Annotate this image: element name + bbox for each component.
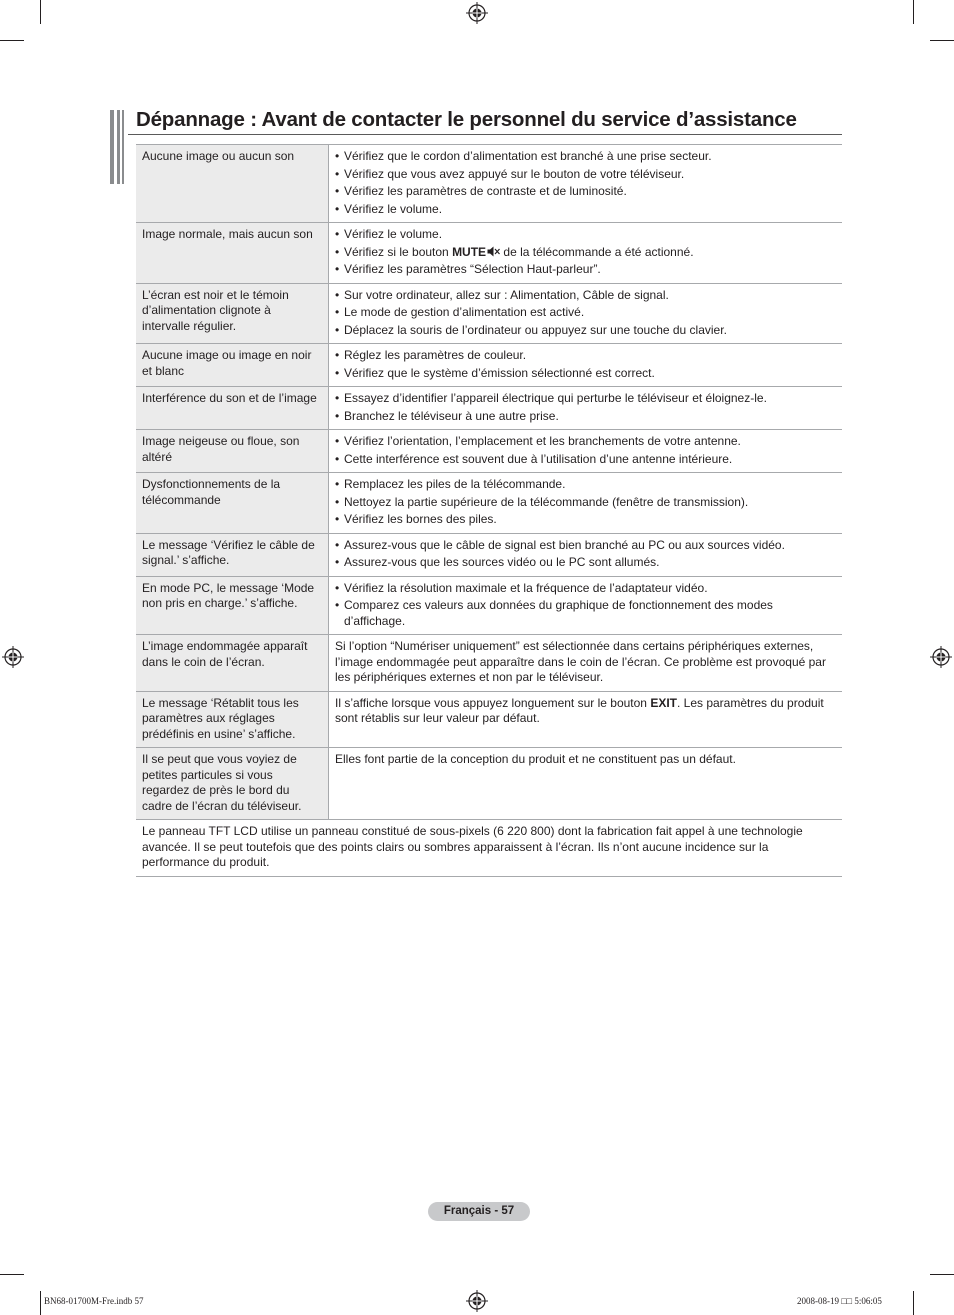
solution-item: • Réglez les paramètres de couleur. (335, 348, 836, 364)
solution-item: • Vérifiez les paramètres “Sélection Haut-parleur”. (335, 262, 836, 278)
solution-cell (329, 430, 843, 473)
table-row (136, 748, 842, 820)
footer-file-info: BN68-01700M-Fre.indb 57 (44, 1296, 144, 1306)
speaker-mute-icon (487, 246, 500, 257)
solution-cell: Si l’option “Numériser uniquement” est sélectionnée dans certains périphériques externes, l’image endommagée peut apparaître dans le coin de l’écran. Ce problème est provoqué par les périphériques externes et non par le téléviseur. (329, 635, 843, 692)
solution-item: • Déplacez la souris de l’ordinateur ou appuyez sur une touche du clavier. (335, 323, 836, 339)
problem-cell: Le message ‘Rétablit tous les paramètres aux réglages prédéfinis en usine’ s’affiche. (136, 691, 329, 748)
footer-timestamp: 2008-08-19 □□ 5:06:05 (797, 1296, 882, 1306)
crop-mark-top-left-h (0, 40, 24, 41)
crop-mark-bottom-left-h (0, 1274, 24, 1275)
solution-text: . Les paramètres du produit sont rétablis sur leur valeur par défaut. (335, 695, 824, 725)
problem-cell: Le message ‘Vérifiez le câble de signal.’ s’affiche. (136, 533, 329, 576)
solution-item: • Vérifiez les bornes des piles. (335, 512, 836, 528)
solution-cell (329, 576, 843, 635)
solution-item: • Vérifiez que vous avez appuyé sur le bouton de votre téléviseur. (335, 167, 836, 183)
solution-cell (329, 473, 843, 534)
note-cell: Le panneau TFT LCD utilise un panneau constitué de sous-pixels (6 220 800) dont la fabrication fait appel à une technologie avancée. Il se peut toutefois que des points clairs ou sombres apparaissent à l’écran. Ils n’ont aucune incidence sur la performance du produit. (136, 820, 842, 877)
problem-cell: L’image endommagée apparaît dans le coin de l’écran. (136, 635, 329, 692)
problem-cell: Il se peut que vous voyiez de petites particules si vous regardez de près le bord du cadre de l’écran du téléviseur. (136, 748, 329, 820)
crop-mark-top-right-h (930, 40, 954, 41)
crop-mark-top-right-v (913, 0, 914, 24)
table-row (136, 473, 842, 534)
table-row (136, 635, 842, 692)
solution-cell (329, 283, 843, 344)
table-row (136, 691, 842, 748)
crop-mark-top-left-v (40, 0, 41, 24)
solution-item: • Essayez d’identifier l’appareil électrique qui perturbe le téléviseur et éloignez-le. (335, 391, 836, 407)
solution-cell (329, 533, 843, 576)
solution-cell (329, 145, 843, 223)
problem-cell: Image normale, mais aucun son (136, 223, 329, 284)
solution-item: • Vérifiez que le système d’émission sélectionné est correct. (335, 366, 836, 382)
solution-text: Il s’affiche lorsque vous appuyez longuement sur le bouton (335, 695, 651, 710)
registration-mark-right-icon (930, 646, 952, 668)
registration-mark-left-icon (2, 646, 24, 668)
problem-cell: Interférence du son et de l’image (136, 387, 329, 430)
registration-mark-top-icon (466, 2, 488, 24)
solution-text: Vérifiez si le bouton (344, 244, 453, 259)
solution-item: • Comparez ces valeurs aux données du graphique de fonctionnement des modes d’affichage. (335, 598, 836, 629)
solution-item: • Nettoyez la partie supérieure de la télécommande (fenêtre de transmission). (335, 495, 836, 511)
solution-item: • Sur votre ordinateur, allez sur : Alimentation, Câble de signal. (335, 288, 836, 304)
solution-item: • Assurez-vous que le câble de signal est bien branché au PC ou aux sources vidéo. (335, 538, 836, 554)
table-row (136, 145, 842, 223)
registration-mark-bottom-icon (466, 1290, 488, 1312)
solution-cell (329, 223, 843, 284)
page-title: Dépannage : Avant de contacter le personnel du service d’assistance (136, 108, 797, 131)
solution-item: • Remplacez les piles de la télécommande. (335, 477, 836, 493)
solution-item: • Vérifiez le volume. (335, 202, 836, 218)
solution-cell: Elles font partie de la conception du produit et ne constituent pas un défaut. (329, 748, 843, 820)
problem-cell: Image neigeuse ou floue, son altéré (136, 430, 329, 473)
problem-cell: Aucune image ou aucun son (136, 145, 329, 223)
table-row (136, 283, 842, 344)
problem-cell: Dysfonctionnements de la télécommande (136, 473, 329, 534)
solution-item: • Le mode de gestion d’alimentation est activé. (335, 305, 836, 321)
table-row (136, 387, 842, 430)
solution-cell (329, 344, 843, 387)
table-row (136, 533, 842, 576)
table-row (136, 430, 842, 473)
crop-mark-bottom-right-h (930, 1274, 954, 1275)
solution-item: • Assurez-vous que les sources vidéo ou le PC sont allumés. (335, 555, 836, 571)
page-number-badge: Français - 57 (428, 1202, 530, 1221)
table-row (136, 576, 842, 635)
title-rule (128, 134, 842, 135)
table-row (136, 344, 842, 387)
exit-label: EXIT (650, 695, 677, 710)
solution-item: • Vérifiez la résolution maximale et la fréquence de l’adaptateur vidéo. (335, 581, 836, 597)
crop-mark-bottom-right-v (913, 1291, 914, 1315)
crop-mark-bottom-left-v (40, 1291, 41, 1315)
table-row (136, 820, 842, 877)
solution-item: • Vérifiez les paramètres de contraste et de luminosité. (335, 184, 836, 200)
problem-cell: Aucune image ou image en noir et blanc (136, 344, 329, 387)
solution-item: • Vérifiez que le cordon d’alimentation est branché à une prise secteur. (335, 149, 836, 165)
solution-item: • Cette interférence est souvent due à l’utilisation d’une antenne intérieure. (335, 452, 836, 468)
solution-item: • Branchez le téléviseur à une autre prise. (335, 409, 836, 425)
solution-item: • Vérifiez l’orientation, l’emplacement et les branchements de votre antenne. (335, 434, 836, 450)
solution-item (335, 245, 836, 261)
solution-item: • Vérifiez le volume. (335, 227, 836, 243)
problem-cell: En mode PC, le message ‘Mode non pris en charge.’ s’affiche. (136, 576, 329, 635)
solution-cell (329, 387, 843, 430)
solution-cell (329, 691, 843, 748)
solution-text: de la télécommande a été actionné. (500, 244, 694, 259)
mute-label: MUTE (452, 244, 487, 259)
problem-cell: L’écran est noir et le témoin d’alimentation clignote à intervalle régulier. (136, 283, 329, 344)
troubleshooting-table (136, 144, 842, 877)
table-row (136, 223, 842, 284)
